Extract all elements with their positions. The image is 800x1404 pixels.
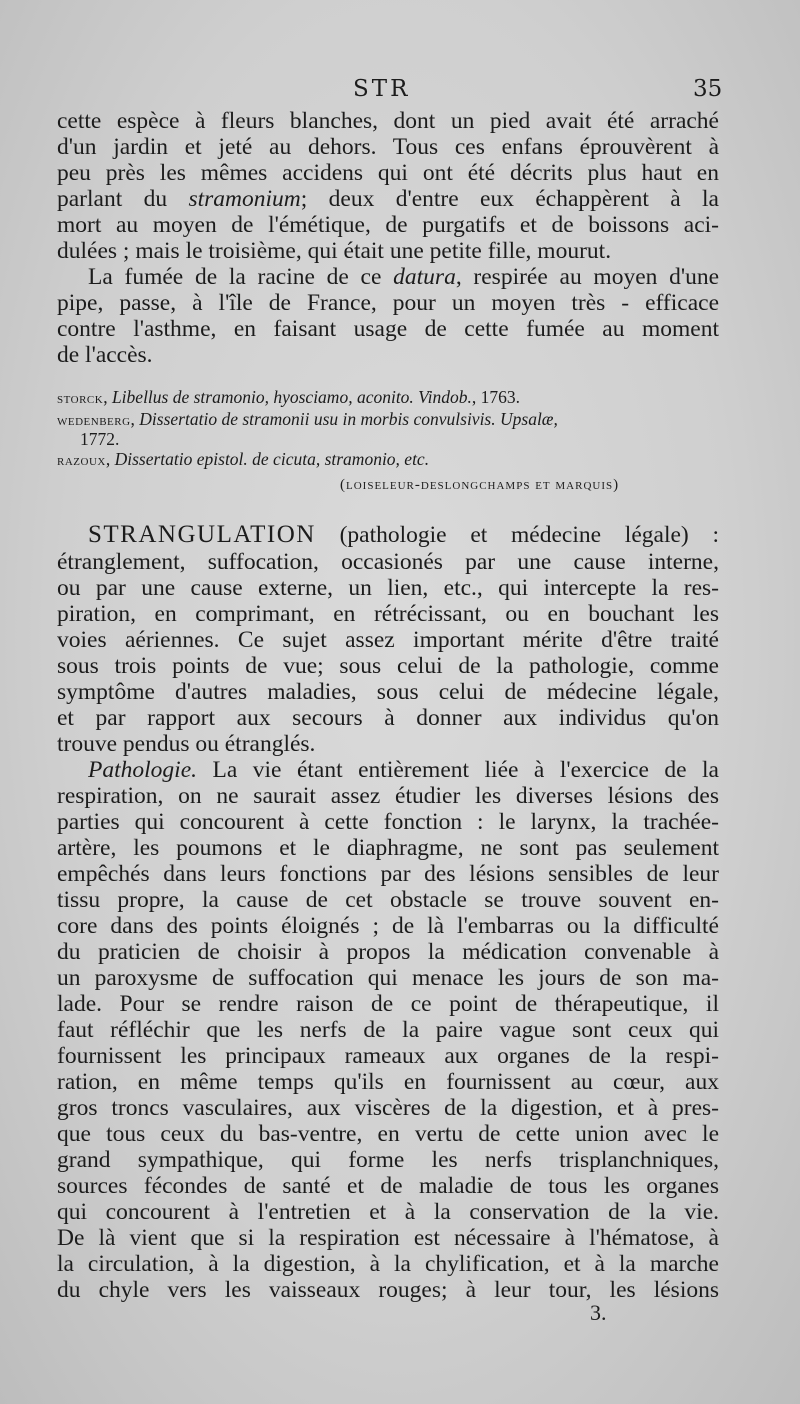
entry-headword: STRANGULATION	[88, 522, 316, 548]
entry-headline: STRANGULATION (pathologie et médecine légale) :	[88, 522, 719, 548]
text-line: parlant du stramonium; deux d'entre eux échappèrent à la	[57, 186, 719, 212]
text-line: faut réfléchir que les nerfs de la paire vague sont ceux qui	[57, 1017, 719, 1043]
reference-line: storck, Libellus de stramonio, hyosciamo, aconito. Vindob., 1763.	[57, 387, 520, 407]
section-label: Pathologie.	[88, 757, 197, 783]
text-line: d'un jardin et jeté au dehors. Tous ces enfans éprouvèrent à	[57, 134, 719, 160]
text-line: mort au moyen de l'émétique, de purgatifs et de boissons aci-	[57, 212, 719, 238]
text-line: core dans des points éloignés ; de là l'embarras ou la difficulté	[57, 913, 719, 939]
text-line: que tous ceux du bas-ventre, en vertu de cette union avec le	[57, 1121, 719, 1147]
text-line: peu près les mêmes accidens qui ont été décrits plus haut en	[57, 160, 719, 186]
text-line: de l'accès.	[57, 342, 153, 368]
text-line: du praticien de choisir à propos la médication convenable à	[57, 939, 719, 965]
text-line: De là vient que si la respiration est nécessaire à l'hématose, à	[57, 1225, 719, 1251]
page-number: 35	[693, 76, 723, 102]
text-line: étranglement, suffocation, occasionés par une cause interne,	[57, 549, 719, 575]
text-line: sources fécondes de santé et de maladie de tous les organes	[57, 1173, 719, 1199]
section-headline: Pathologie. La vie étant entièrement liée à l'exercice de la	[88, 757, 719, 783]
text-line: symptôme d'autres maladies, sous celui de médecine légale,	[57, 679, 719, 705]
text-line: voies aériennes. Ce sujet assez important mérite d'être traité	[57, 627, 719, 653]
text-line: tissu propre, la cause de cet obstacle se trouve souvent en-	[57, 887, 719, 913]
text-line: artère, les poumons et le diaphragme, ne sont pas seulement	[57, 835, 719, 861]
text-line: gros troncs vasculaires, aux viscères de la digestion, et à pres-	[57, 1095, 719, 1121]
text-line: un paroxysme de suffocation qui menace les jours de son ma-	[57, 965, 719, 991]
text-line: du chyle vers les vaisseaux rouges; à leur tour, les lésions	[57, 1277, 719, 1303]
running-head: STR	[353, 76, 411, 102]
text-line: grand sympathique, qui forme les nerfs trisplanchniques,	[57, 1147, 719, 1173]
text-line: fournissent les principaux rameaux aux organes de la respi-	[57, 1043, 719, 1069]
text-line: lade. Pour se rendre raison de ce point de thérapeutique, il	[57, 991, 719, 1017]
text-line: cette espèce à fleurs blanches, dont un pied avait été arraché	[57, 108, 719, 134]
reference-line: 1772.	[80, 429, 120, 449]
page-header	[0, 76, 800, 106]
text-line: dulées ; mais le troisième, qui était une petite fille, mourut.	[57, 238, 612, 264]
text-line: trouve pendus ou étranglés.	[57, 731, 316, 757]
text-line: pipe, passe, à l'île de France, pour un moyen très - efficace	[57, 290, 719, 316]
text-line: empêchés dans leurs fonctions par des lésions sensibles de leur	[57, 861, 719, 887]
text-line: sous trois points de vue; sous celui de la pathologie, comme	[57, 653, 719, 679]
signature-line: (loiseleur-deslongchamps et marquis)	[340, 477, 620, 493]
text-line: piration, en comprimant, en rétrécissant, ou en bouchant les	[57, 601, 719, 627]
text-line: et par rapport aux secours à donner aux individus qu'on	[57, 705, 719, 731]
text-line: La fumée de la racine de ce datura, respirée au moyen d'une	[88, 264, 719, 290]
reference-line: wedenberg, Dissertatio de stramonii usu in morbis convulsivis. Upsalæ,	[57, 409, 558, 429]
text-line: ration, en même temps qu'ils en fournissent au cœur, aux	[57, 1069, 719, 1095]
text-line: contre l'asthme, en faisant usage de cette fumée au moment	[57, 316, 719, 342]
text-line: parties qui concourent à cette fonction : le larynx, la trachée-	[57, 809, 719, 835]
signature-mark: 3.	[590, 1300, 607, 1325]
text-line: respiration, on ne saurait assez étudier les diverses lésions des	[57, 783, 719, 809]
text-line: la circulation, à la digestion, à la chylification, et à la marche	[57, 1251, 719, 1277]
reference-line: razoux, Dissertatio epistol. de cicuta, stramonio, etc.	[57, 449, 430, 469]
text-line: ou par une cause externe, un lien, etc., qui intercepte la res-	[57, 575, 719, 601]
text-line: qui concourent à l'entretien et à la conservation de la vie.	[57, 1199, 719, 1225]
